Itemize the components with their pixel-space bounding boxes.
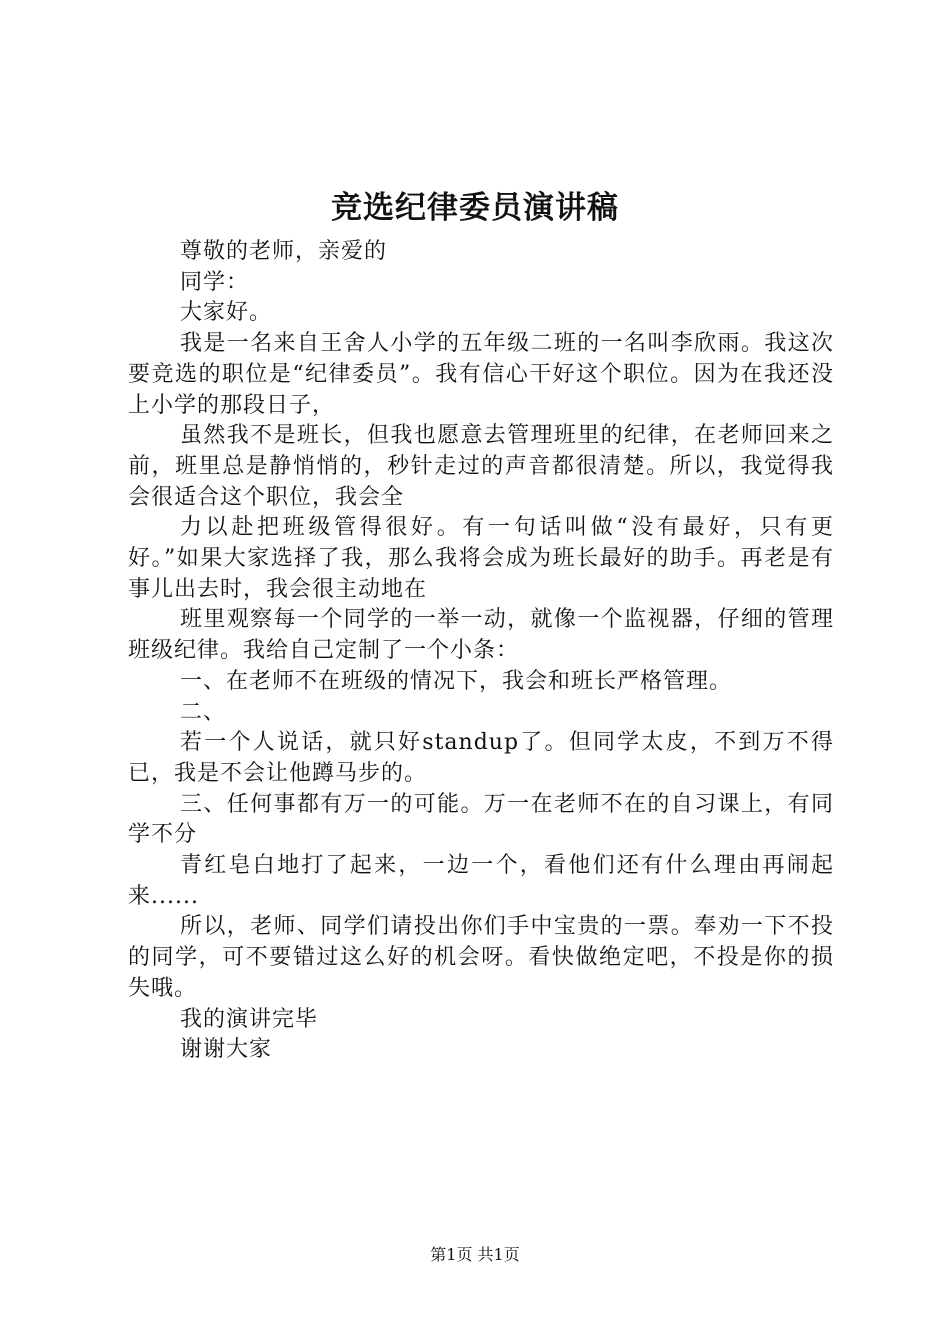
paragraph: 青红皂白地打了起来，一边一个，看他们还有什么理由再闹起来...... (128, 853, 834, 909)
paragraph: 同学： (180, 269, 250, 295)
paragraph: 三、任何事都有万一的可能。万一在老师不在的自习课上，有同学不分 (128, 791, 834, 848)
paragraph: 班里观察每一个同学的一举一动，就像一个监视器，仔细的管理班级纪律。我给自己定制了一个小条： (128, 607, 834, 664)
page-footer: 第1页 共1页 (430, 1245, 520, 1264)
document-body (128, 237, 834, 1066)
paragraph: 尊敬的老师，亲爱的 (180, 239, 388, 264)
paragraph: 谢谢大家 (180, 1037, 273, 1063)
paragraph: 我是一名来自王舍人小学的五年级二班的一名叫李欣雨。我这次要竞选的职位是“纪律委员”。我有信心干好这个职位。因为在我还没上小学的那段日子， (128, 331, 834, 418)
paragraph: 大家好。 (180, 300, 273, 326)
paragraph: 一、在老师不在班级的情况下，我会和班长严格管理。 (180, 668, 733, 694)
paragraph: 我的演讲完毕 (180, 1006, 319, 1032)
paragraph: 虽然我不是班长，但我也愿意去管理班里的纪律，在老师回来之前，班里总是静悄悄的，秒针走过的声音都很清楚。所以，我觉得我会很适合这个职位，我会全 (128, 423, 834, 510)
paragraph: 力以赴把班级管得很好。有一句话叫做“没有最好，只有更好。”如果大家选择了我，那么我将会成为班长最好的助手。再老是有事儿出去时，我会很主动地在 (128, 515, 834, 602)
paragraph: 若一个人说话，就只好standup了。但同学太皮，不到万不得已，我是不会让他蹲马步的。 (128, 730, 834, 786)
document-title: 竞选纪律委员演讲稿 (331, 190, 619, 226)
paragraph: 所以，老师、同学们请投出你们手中宝贵的一票。奉劝一下不投的同学，可不要错过这么好的机会呀。看快做绝定吧，不投是你的损失哦。 (128, 914, 834, 1001)
paragraph: 二、 (180, 699, 227, 725)
